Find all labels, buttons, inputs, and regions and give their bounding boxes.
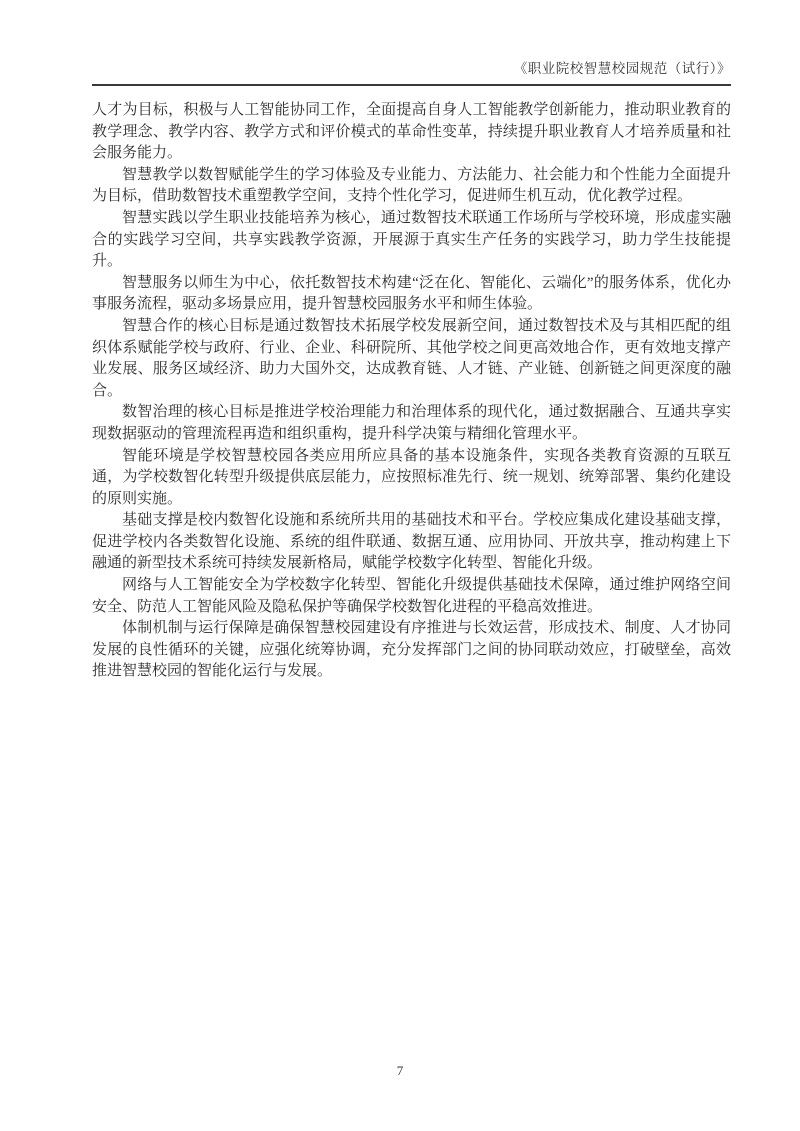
paragraph-smart-governance: 数智治理的核心目标是推进学校治理能力和治理体系的现代化，通过数据融合、互通共享实现数据驱动的管理流程再造和组织重构，提升科学决策与精细化管理水平。 xyxy=(92,404,731,442)
page-header xyxy=(92,60,731,86)
paragraph-continuation: 人才为目标，积极与人工智能协同工作，全面提高自身人工智能教学创新能力，推动职业教育的教学理念、教学内容、教学方式和评价模式的革命性变革，持续提升职业教育人才培养质量和社会服务能力。 xyxy=(92,102,731,162)
paragraph-intelligent-environment: 智能环境是学校智慧校园各类应用所应具备的基本设施条件，实现各类教育资源的互联互通，为学校数智化转型升级提供底层能力，应按照标准先行、统一规划、统筹部署、集约化建设的原则实施。 xyxy=(92,447,731,507)
paragraph-mechanism-operation: 体制机制与运行保障是确保智慧校园建设有序推进与长效运营，形成技术、制度、人才协同发展的良性循环的关键，应强化统筹协调，充分发挥部门之间的协同联动效应，打破壁垒，高效推进智慧校园的智能化运行与发展。 xyxy=(92,620,731,680)
paragraph-smart-cooperation: 智慧合作的核心目标是通过数智技术拓展学校发展新空间，通过数智技术及与其相匹配的组织体系赋能学校与政府、行业、企业、科研院所、其他学校之间更高效地合作，更有效地支撑产业发展、服务区域经济、助力大国外交，达成教育链、人才链、产业链、创新链之间更深度的融合。 xyxy=(92,317,731,399)
paragraph-network-ai-security: 网络与人工智能安全为学校数字化转型、智能化升级提供基础技术保障，通过维护网络空间安全、防范人工智能风险及隐私保护等确保学校数智化进程的平稳高效推进。 xyxy=(92,577,731,615)
header-title: 《职业院校智慧校园规范（试行）》 xyxy=(513,61,731,76)
paragraph-basic-support: 基础支撑是校内数智化设施和系统所共用的基础技术和平台。学校应集成化建设基础支撑，促进学校内各类数智化设施、系统的组件联通、数据互通、应用协同、开放共享，推动构建上下融通的新型技术系统可持续发展新格局，赋能学校数字化转型、智能化升级。 xyxy=(92,512,731,572)
page-footer xyxy=(0,1063,800,1079)
paragraph-smart-service: 智慧服务以师生为中心，依托数智技术构建“泛在化、智能化、云端化”的服务体系，优化办事服务流程，驱动多场景应用，提升智慧校园服务水平和师生体验。 xyxy=(92,274,731,313)
paragraph-smart-teaching: 智慧教学以数智赋能学生的学习体验及专业能力、方法能力、社会能力和个性能力全面提升为目标，借助数智技术重塑教学空间，支持个性化学习，促进师生机互动，优化教学过程。 xyxy=(92,166,731,205)
document-body xyxy=(92,100,731,683)
page-number: 7 xyxy=(396,1063,404,1078)
paragraph-smart-practice: 智慧实践以学生职业技能培养为核心，通过数智技术联通工作场所与学校环境，形成虚实融合的实践学习空间，共享实践教学资源，开展源于真实生产任务的实践学习，助力学生技能提升。 xyxy=(92,209,731,270)
